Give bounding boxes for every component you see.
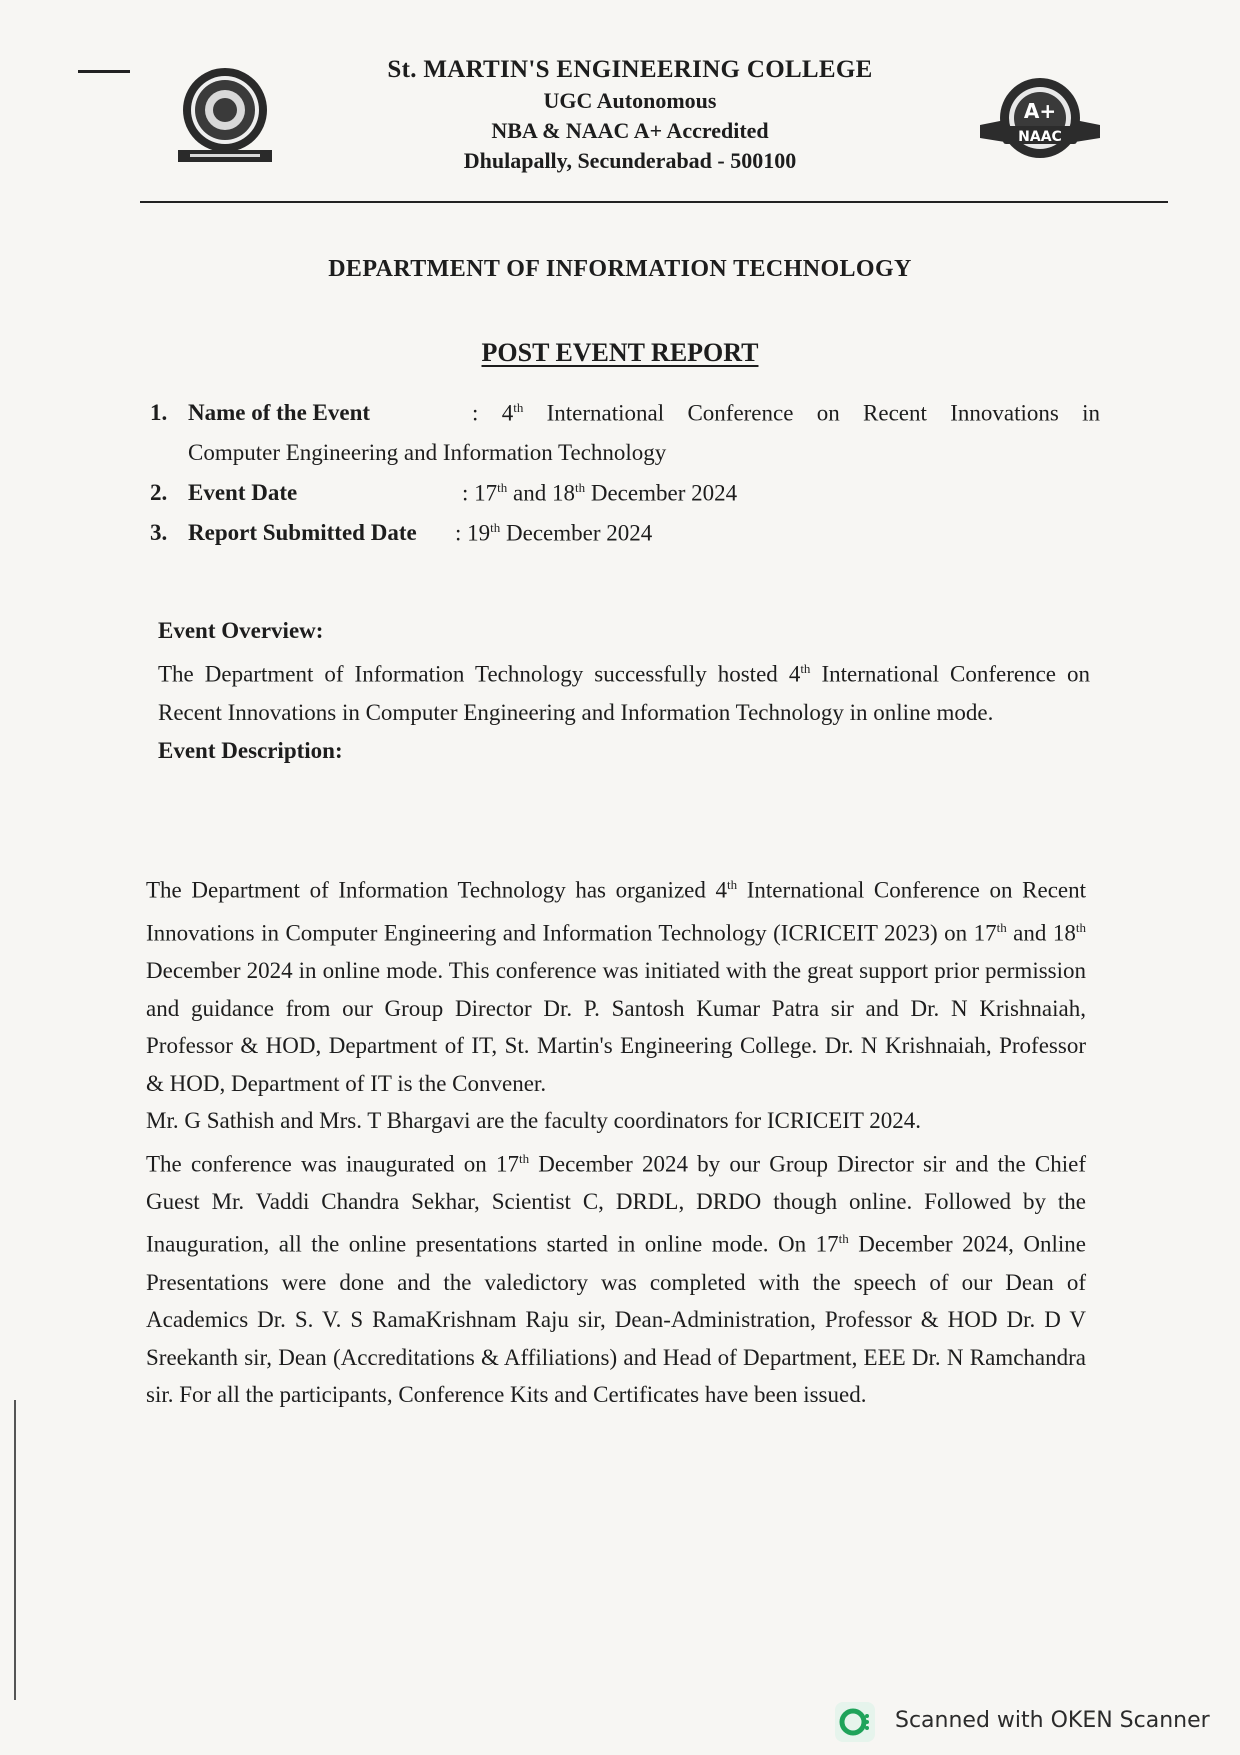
naac-grade-text: A+: [1023, 99, 1057, 123]
description-paragraph-1: The Department of Information Technology has organized 4th International Conference on Recent Innovations in Computer Engineering and Information Technology (ICRICEIT 2023) on 17th and 18th December 2024 in online mode. This conference was initiated with the great support prior permission and guidance from our Group Director Dr. P. Santosh Kumar Patra sir and Dr. N Krishnaiah, Professor & HOD, Department of IT, St. Martin's Engineering College. Dr. N Krishnaiah, Professor & HOD, Department of IT is the Convener.: [146, 877, 1086, 1096]
description-section: [146, 866, 1086, 1414]
detail-number: 1.: [150, 400, 168, 425]
detail-value: : 17th and 18th December 2024: [462, 480, 738, 506]
college-emblem-logo: [170, 62, 280, 172]
college-accreditation: NBA & NAAC A+ Accredited: [491, 118, 769, 143]
header-divider: [140, 201, 1168, 203]
detail-value-continued: Computer Engineering and Information Technology: [188, 440, 667, 465]
description-paragraph-3: The conference was inaugurated on 17th December 2024 by our Group Director sir and the Chief Guest Mr. Vaddi Chandra Sekhar, Scientist C, DRDL, DRDO though online. Followed by the Inauguration, all the online presentations started in online mode. On 17th December 2024, Online Presentations were done and the valedictory was completed with the speech of our Dean of Academics Dr. S. V. S RamaKrishnam Raju sir, Dean-Administration, Professor & HOD Dr. D V Sreekanth sir, Dean (Accreditations & Affiliations) and Head of Department, EEE Dr. N Ramchandra sir. For all the participants, Conference Kits and Certificates have been issued.: [146, 1150, 1087, 1408]
college-address: Dhulapally, Secunderabad - 500100: [463, 148, 797, 173]
detail-label: Report Submitted Date: [188, 520, 417, 545]
header-dash: [78, 70, 130, 73]
detail-number: 2.: [150, 480, 168, 505]
department-heading: DEPARTMENT OF INFORMATION TECHNOLOGY: [328, 256, 912, 282]
detail-label: Name of the Event: [188, 400, 371, 425]
detail-row-event-date: [150, 480, 1100, 520]
detail-value: : 4th International Conference on Recent Innovations in: [472, 400, 1101, 426]
detail-number: 3.: [150, 520, 168, 545]
oken-scanner-icon: [835, 1702, 875, 1742]
college-header: [340, 56, 920, 174]
detail-label: Event Date: [188, 480, 298, 505]
detail-row-event-name: [150, 400, 1100, 440]
report-title: POST EVENT REPORT: [481, 338, 759, 367]
scan-edge-line: [14, 1400, 16, 1700]
naac-badge-logo: [975, 70, 1105, 170]
overview-section: [158, 612, 1090, 770]
overview-heading: Event Overview:: [158, 618, 324, 643]
college-name: St. MARTIN'S ENGINEERING COLLEGE: [387, 56, 873, 83]
description-heading: Event Description:: [158, 737, 343, 763]
college-status: UGC Autonomous: [543, 88, 717, 113]
naac-label-text: NAAC: [1018, 129, 1062, 145]
scanner-text: Scanned with OKEN Scanner: [895, 1708, 1210, 1733]
scanner-watermark: [835, 1700, 1230, 1744]
detail-value: : 19th December 2024: [455, 520, 653, 546]
event-details: [150, 400, 1100, 560]
overview-text: The Department of Information Technology successfully hosted 4th International Conference on Recent Innovations in Computer Engineering and Information Technology in online mode.: [158, 661, 1091, 725]
description-paragraph-2: Mr. G Sathish and Mrs. T Bhargavi are the faculty coordinators for ICRICEIT 2024.: [146, 1108, 922, 1134]
detail-row-submitted-date: [150, 520, 1100, 560]
